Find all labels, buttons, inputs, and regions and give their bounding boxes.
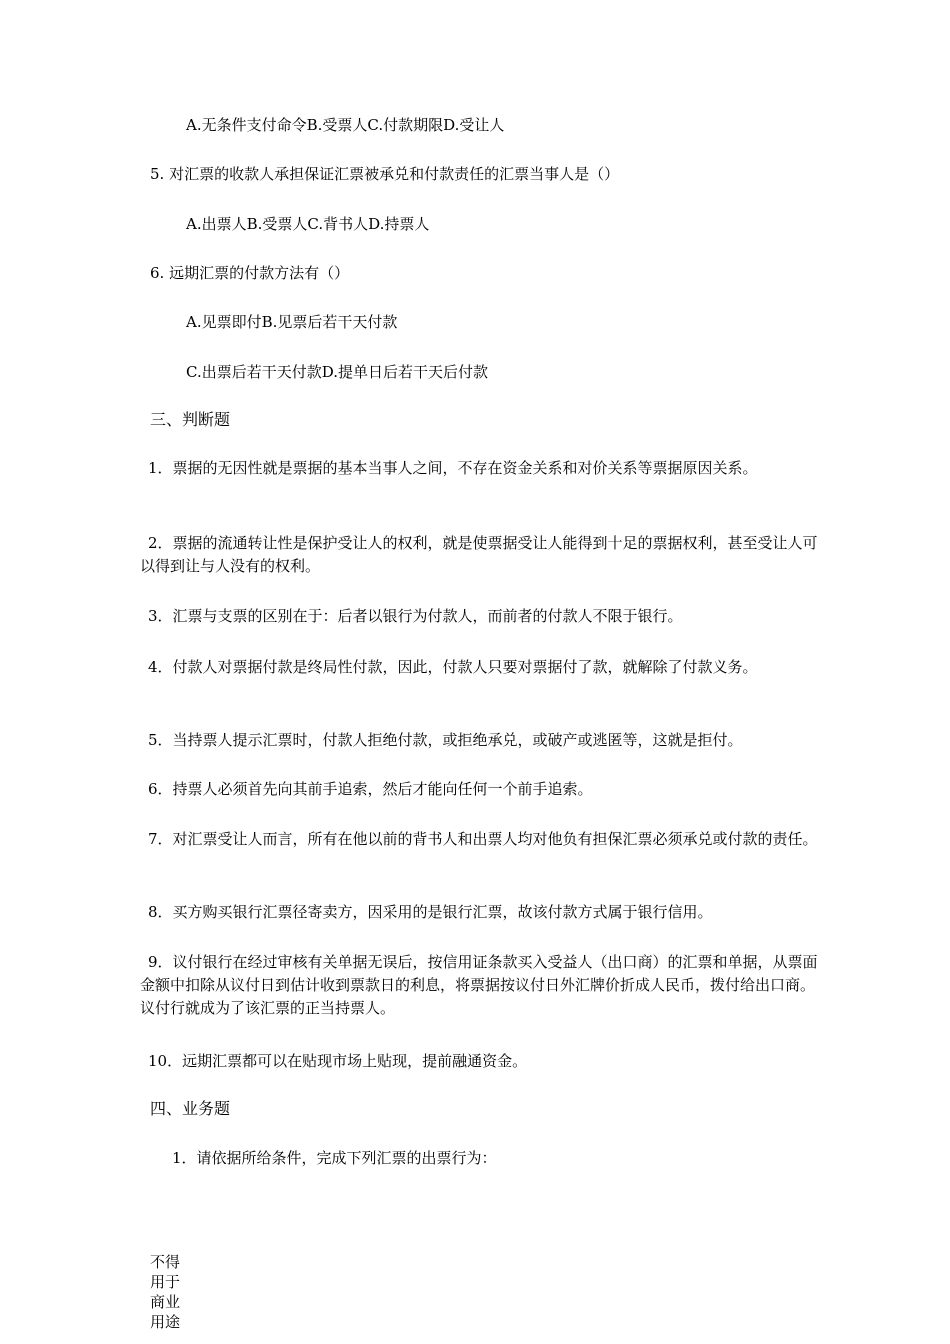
judgment-item-4: 4．付款人对票据付款是终局性付款，因此，付款人只要对票据付了款，就解除了付款义务。 xyxy=(148,658,758,676)
judgment-item-3: 3．汇票与支票的区别在于：后者以银行为付款人，而前者的付款人不限于银行。 xyxy=(148,607,683,625)
q6-options-cd: C.出票后若干天付款D.提单日后若干天后付款 xyxy=(186,363,488,381)
question-6: 6. 远期汇票的付款方法有（） xyxy=(150,264,350,282)
judgment-item-2: 2．票据的流通转让性是保护受让人的权利，就是使票据受让人能得到十足的票据权利，甚至受让人可以得到让与人没有的权利。 xyxy=(140,534,818,575)
q6-options-ab: A.见票即付B.见票后若干天付款 xyxy=(186,313,398,331)
section-4-title: 四、业务题 xyxy=(150,1099,231,1118)
judgment-item-9: 9．议付银行在经过审核有关单据无误后，按信用证条款买入受益人（出口商）的汇票和单据，从票面金额中扣除从议付日到估计收到票款日的利息，将票据按议付日外汇牌价折成人民币，拨付给出口商。议付行就成为了该汇票的正当持票人。 xyxy=(140,953,818,1017)
judgment-item-5: 5．当持票人提示汇票时，付款人拒绝付款，或拒绝承兑，或破产或逃匿等，这就是拒付。 xyxy=(148,731,743,749)
judgment-item-6: 6．持票人必须首先向其前手追索，然后才能向任何一个前手追索。 xyxy=(148,780,593,798)
business-item-1: 1．请依据所给条件，完成下列汇票的出票行为： xyxy=(172,1149,497,1167)
section-3-title: 三、判断题 xyxy=(150,410,231,429)
judgment-item-8: 8．买方购买银行汇票径寄卖方，因采用的是银行汇票，故该付款方式属于银行信用。 xyxy=(148,903,713,921)
judgment-item-1: 1．票据的无因性就是票据的基本当事人之间，不存在资金关系和对价关系等票据原因关系。 xyxy=(148,459,758,477)
q4-options: A.无条件支付命令B.受票人C.付款期限D.受让人 xyxy=(186,116,505,134)
question-5: 5. 对汇票的收款人承担保证汇票被承兑和付款责任的汇票当事人是（） xyxy=(150,165,620,183)
judgment-item-7: 7．对汇票受让人而言，所有在他以前的背书人和出票人均对他负有担保汇票必须承兑或付款的责任。 xyxy=(148,830,818,848)
usage-notice: 不得用于商业用途 xyxy=(150,1253,181,1331)
judgment-item-10: 10．远期汇票都可以在贴现市场上贴现，提前融通资金。 xyxy=(148,1052,528,1070)
q5-options: A.出票人B.受票人C.背书人D.持票人 xyxy=(186,215,430,233)
